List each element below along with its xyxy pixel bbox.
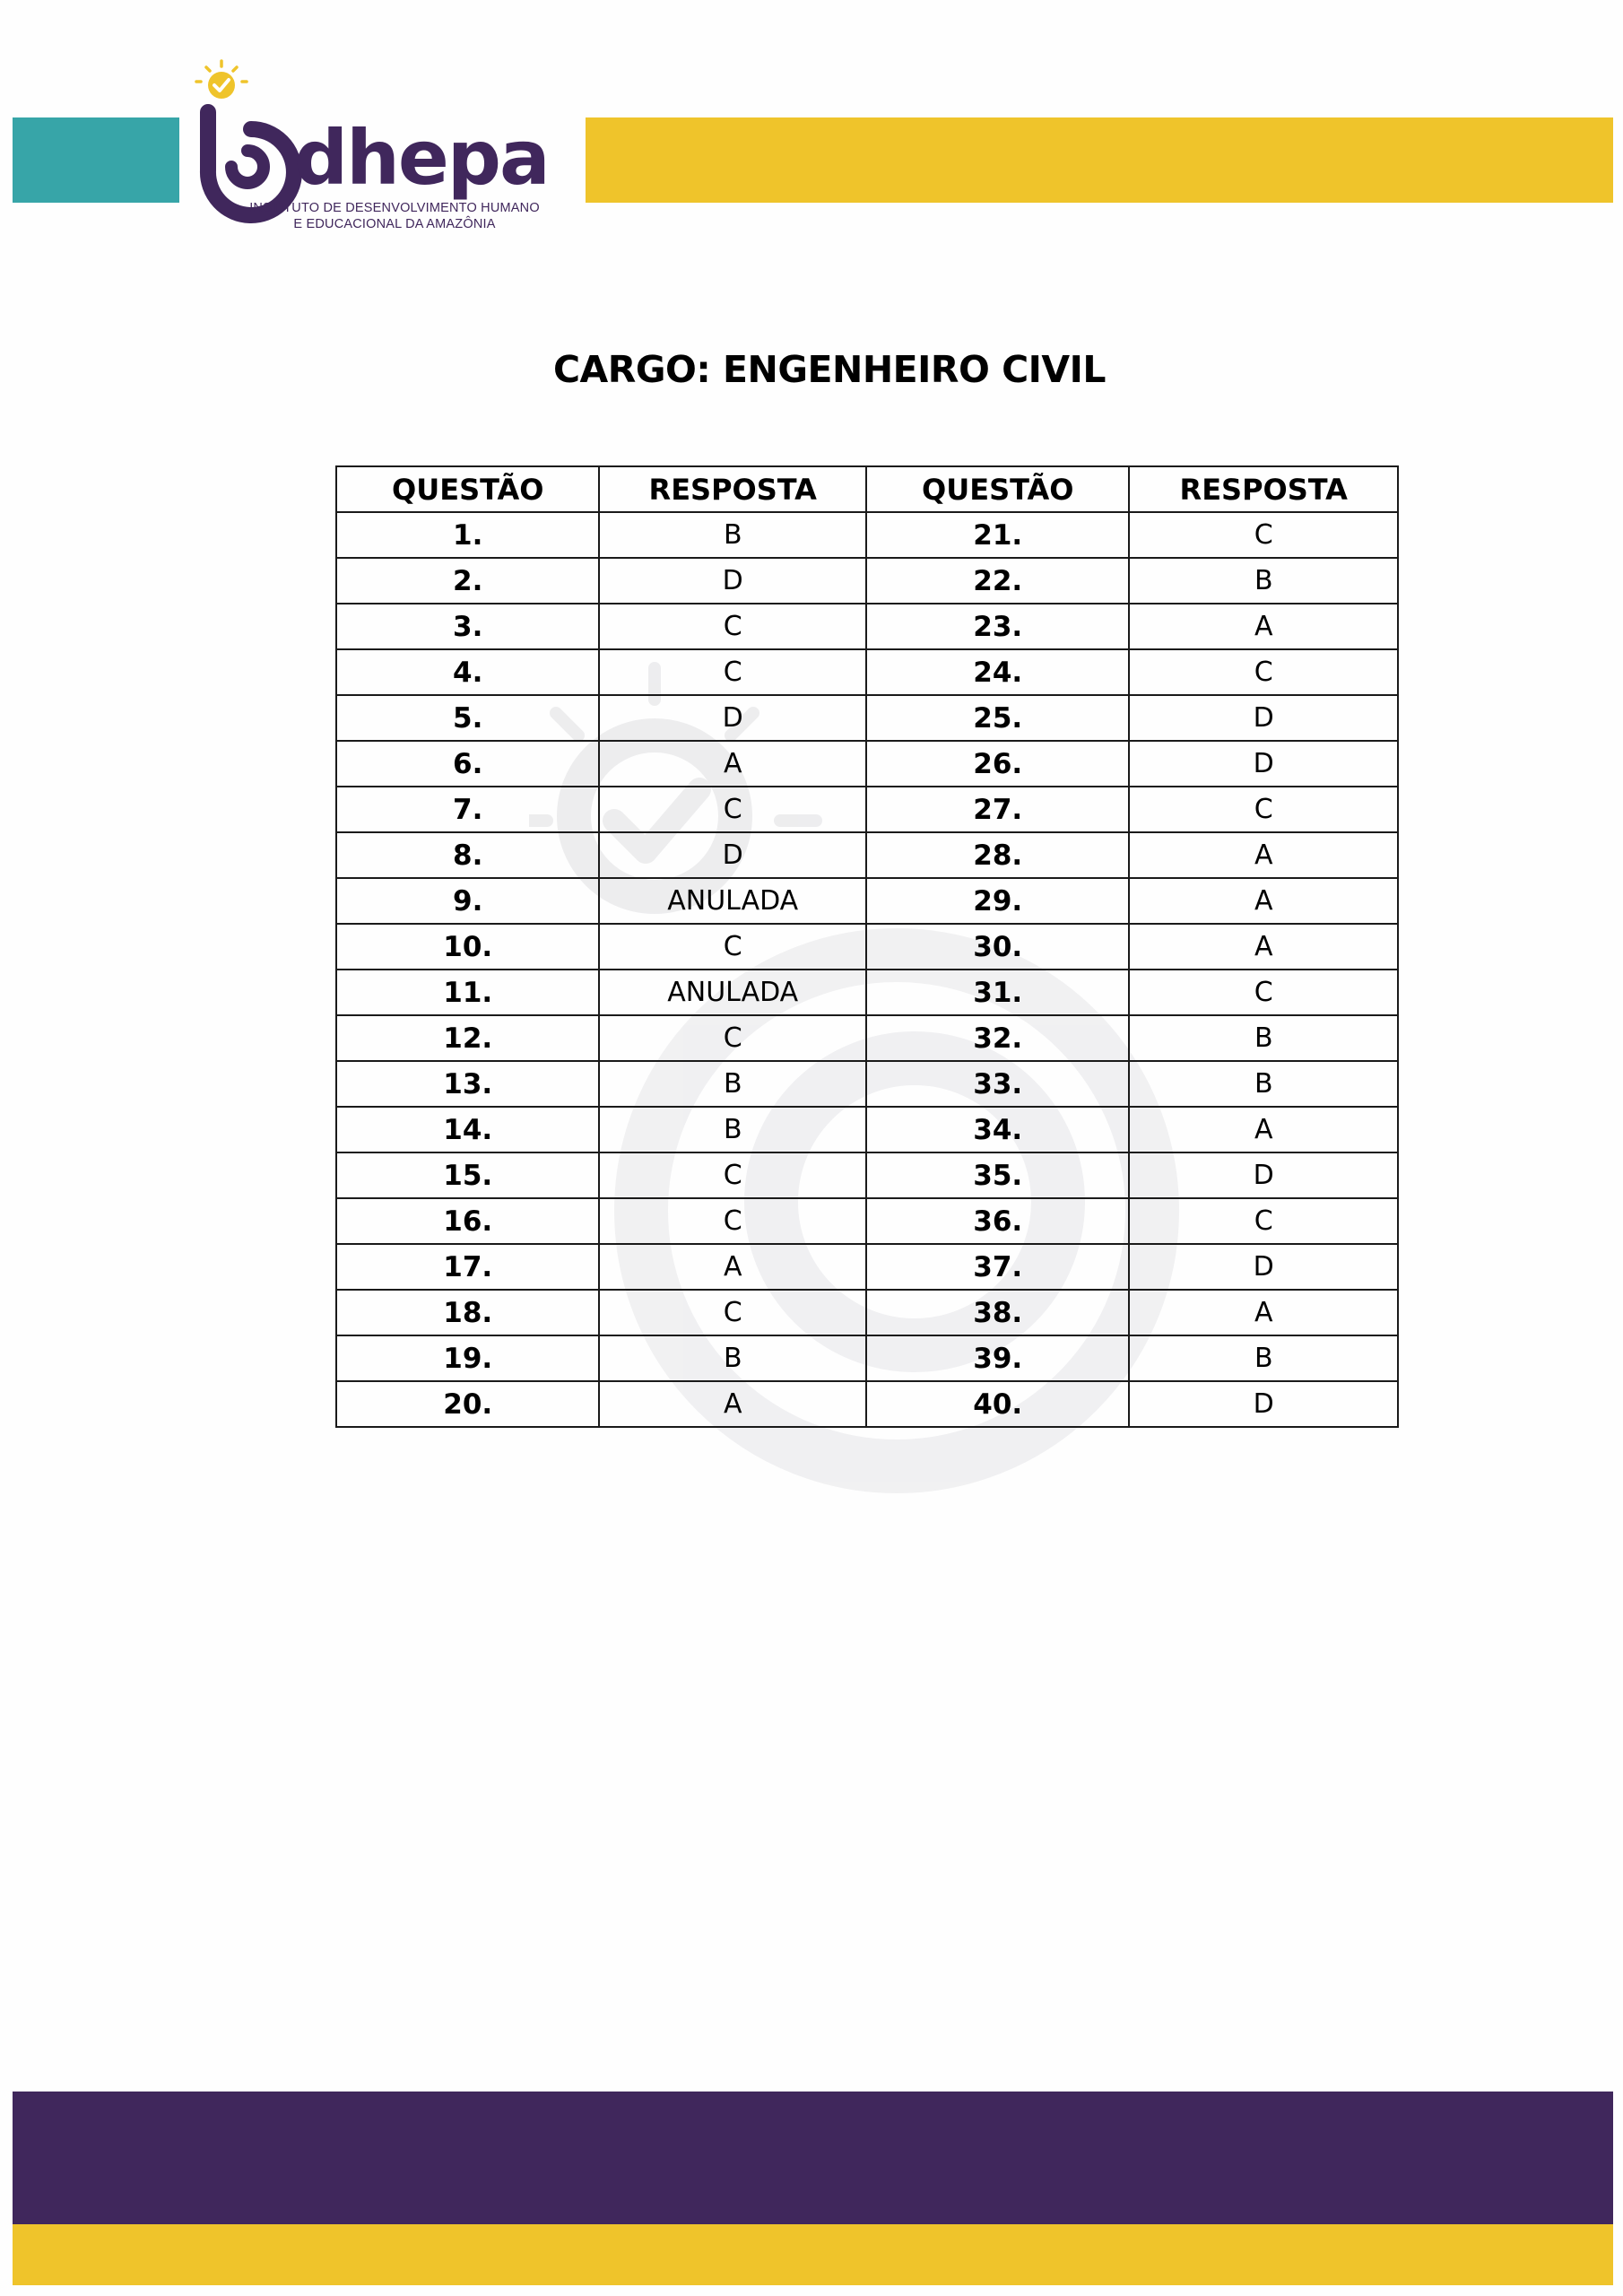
- table-row: [336, 832, 1398, 878]
- brand-tagline-line1: INSTITUTO DE DESENVOLVIMENTO HUMANO: [249, 201, 540, 215]
- answer-cell: C: [599, 924, 866, 970]
- question-number-cell: 7.: [336, 787, 599, 832]
- answer-cell: B: [1129, 1335, 1398, 1381]
- header-resposta-right: RESPOSTA: [1129, 466, 1398, 512]
- question-number-cell: 38.: [866, 1290, 1129, 1335]
- purple-footer-bar: [13, 2092, 1613, 2224]
- answer-cell: C: [1129, 1198, 1398, 1244]
- answer-cell: B: [599, 1061, 866, 1107]
- question-number-cell: 40.: [866, 1381, 1129, 1427]
- question-number-cell: 25.: [866, 695, 1129, 741]
- answer-cell: D: [1129, 1244, 1398, 1290]
- answer-cell: D: [599, 695, 866, 741]
- answer-cell: C: [599, 787, 866, 832]
- table-row: [336, 695, 1398, 741]
- answer-cell: C: [1129, 970, 1398, 1015]
- answer-cell: C: [599, 649, 866, 695]
- question-number-cell: 3.: [336, 604, 599, 649]
- question-number-cell: 8.: [336, 832, 599, 878]
- brand-tagline: [242, 200, 547, 232]
- yellow-footer-bar: [13, 2224, 1613, 2285]
- teal-header-bar: [13, 117, 179, 203]
- answer-cell: D: [1129, 741, 1398, 787]
- brand-tagline-line2: E EDUCACIONAL DA AMAZÔNIA: [293, 217, 496, 231]
- answer-cell: D: [599, 558, 866, 604]
- table-row: [336, 1015, 1398, 1061]
- question-number-cell: 22.: [866, 558, 1129, 604]
- answer-cell: A: [1129, 878, 1398, 924]
- answer-cell: A: [1129, 1290, 1398, 1335]
- question-number-cell: 18.: [336, 1290, 599, 1335]
- question-number-cell: 28.: [866, 832, 1129, 878]
- question-number-cell: 32.: [866, 1015, 1129, 1061]
- table-row: [336, 1381, 1398, 1427]
- table-row: [336, 558, 1398, 604]
- question-number-cell: 4.: [336, 649, 599, 695]
- question-number-cell: 31.: [866, 970, 1129, 1015]
- table-row: [336, 787, 1398, 832]
- answer-cell: C: [599, 1290, 866, 1335]
- answer-cell: ANULADA: [599, 878, 866, 924]
- answer-cell: A: [599, 1244, 866, 1290]
- table-row: [336, 1152, 1398, 1198]
- question-number-cell: 15.: [336, 1152, 599, 1198]
- question-number-cell: 17.: [336, 1244, 599, 1290]
- answer-key-table: [335, 465, 1399, 1428]
- question-number-cell: 36.: [866, 1198, 1129, 1244]
- header-questao-right: QUESTÃO: [866, 466, 1129, 512]
- brand-wordmark: dhepa: [294, 114, 549, 202]
- answer-cell: C: [1129, 649, 1398, 695]
- table-row: [336, 924, 1398, 970]
- question-number-cell: 24.: [866, 649, 1129, 695]
- question-number-cell: 35.: [866, 1152, 1129, 1198]
- table-row: [336, 970, 1398, 1015]
- answer-cell: D: [1129, 1152, 1398, 1198]
- answer-cell: A: [1129, 924, 1398, 970]
- table-row: [336, 1335, 1398, 1381]
- answer-cell: C: [1129, 787, 1398, 832]
- question-number-cell: 19.: [336, 1335, 599, 1381]
- answer-cell: B: [599, 1335, 866, 1381]
- question-number-cell: 13.: [336, 1061, 599, 1107]
- answer-cell: A: [1129, 604, 1398, 649]
- answer-cell: C: [599, 604, 866, 649]
- answer-cell: C: [599, 1198, 866, 1244]
- answer-cell: D: [1129, 695, 1398, 741]
- table-row: [336, 512, 1398, 558]
- question-number-cell: 37.: [866, 1244, 1129, 1290]
- question-number-cell: 14.: [336, 1107, 599, 1152]
- question-number-cell: 30.: [866, 924, 1129, 970]
- table-row: [336, 604, 1398, 649]
- question-number-cell: 21.: [866, 512, 1129, 558]
- question-number-cell: 12.: [336, 1015, 599, 1061]
- answer-cell: ANULADA: [599, 970, 866, 1015]
- question-number-cell: 33.: [866, 1061, 1129, 1107]
- answer-cell: B: [599, 512, 866, 558]
- question-number-cell: 34.: [866, 1107, 1129, 1152]
- table-row: [336, 878, 1398, 924]
- answer-cell: B: [1129, 1015, 1398, 1061]
- header-questao-left: QUESTÃO: [336, 466, 599, 512]
- table-row: [336, 1198, 1398, 1244]
- answer-cell: A: [1129, 1107, 1398, 1152]
- question-number-cell: 27.: [866, 787, 1129, 832]
- answer-cell: A: [599, 741, 866, 787]
- question-number-cell: 26.: [866, 741, 1129, 787]
- answer-cell: C: [1129, 512, 1398, 558]
- header-resposta-left: RESPOSTA: [599, 466, 866, 512]
- sun-check-icon: [196, 61, 247, 99]
- question-number-cell: 6.: [336, 741, 599, 787]
- answer-cell: B: [1129, 1061, 1398, 1107]
- answer-cell: D: [599, 832, 866, 878]
- table-row: [336, 1290, 1398, 1335]
- answer-cell: B: [599, 1107, 866, 1152]
- table-row: [336, 1107, 1398, 1152]
- answer-cell: C: [599, 1015, 866, 1061]
- table-row: [336, 741, 1398, 787]
- question-number-cell: 23.: [866, 604, 1129, 649]
- table-row: [336, 1244, 1398, 1290]
- answer-cell: A: [599, 1381, 866, 1427]
- question-number-cell: 11.: [336, 970, 599, 1015]
- question-number-cell: 9.: [336, 878, 599, 924]
- table-header-row: [336, 466, 1398, 512]
- answer-cell: A: [1129, 832, 1398, 878]
- question-number-cell: 2.: [336, 558, 599, 604]
- question-number-cell: 39.: [866, 1335, 1129, 1381]
- question-number-cell: 20.: [336, 1381, 599, 1427]
- yellow-header-bar: [586, 117, 1613, 203]
- question-number-cell: 10.: [336, 924, 599, 970]
- table-row: [336, 1061, 1398, 1107]
- question-number-cell: 5.: [336, 695, 599, 741]
- answer-cell: D: [1129, 1381, 1398, 1427]
- page-title: CARGO: ENGENHEIRO CIVIL: [552, 348, 1107, 391]
- question-number-cell: 1.: [336, 512, 599, 558]
- question-number-cell: 29.: [866, 878, 1129, 924]
- answer-cell: B: [1129, 558, 1398, 604]
- table-row: [336, 649, 1398, 695]
- answer-cell: C: [599, 1152, 866, 1198]
- question-number-cell: 16.: [336, 1198, 599, 1244]
- answer-rows: [336, 512, 1398, 1427]
